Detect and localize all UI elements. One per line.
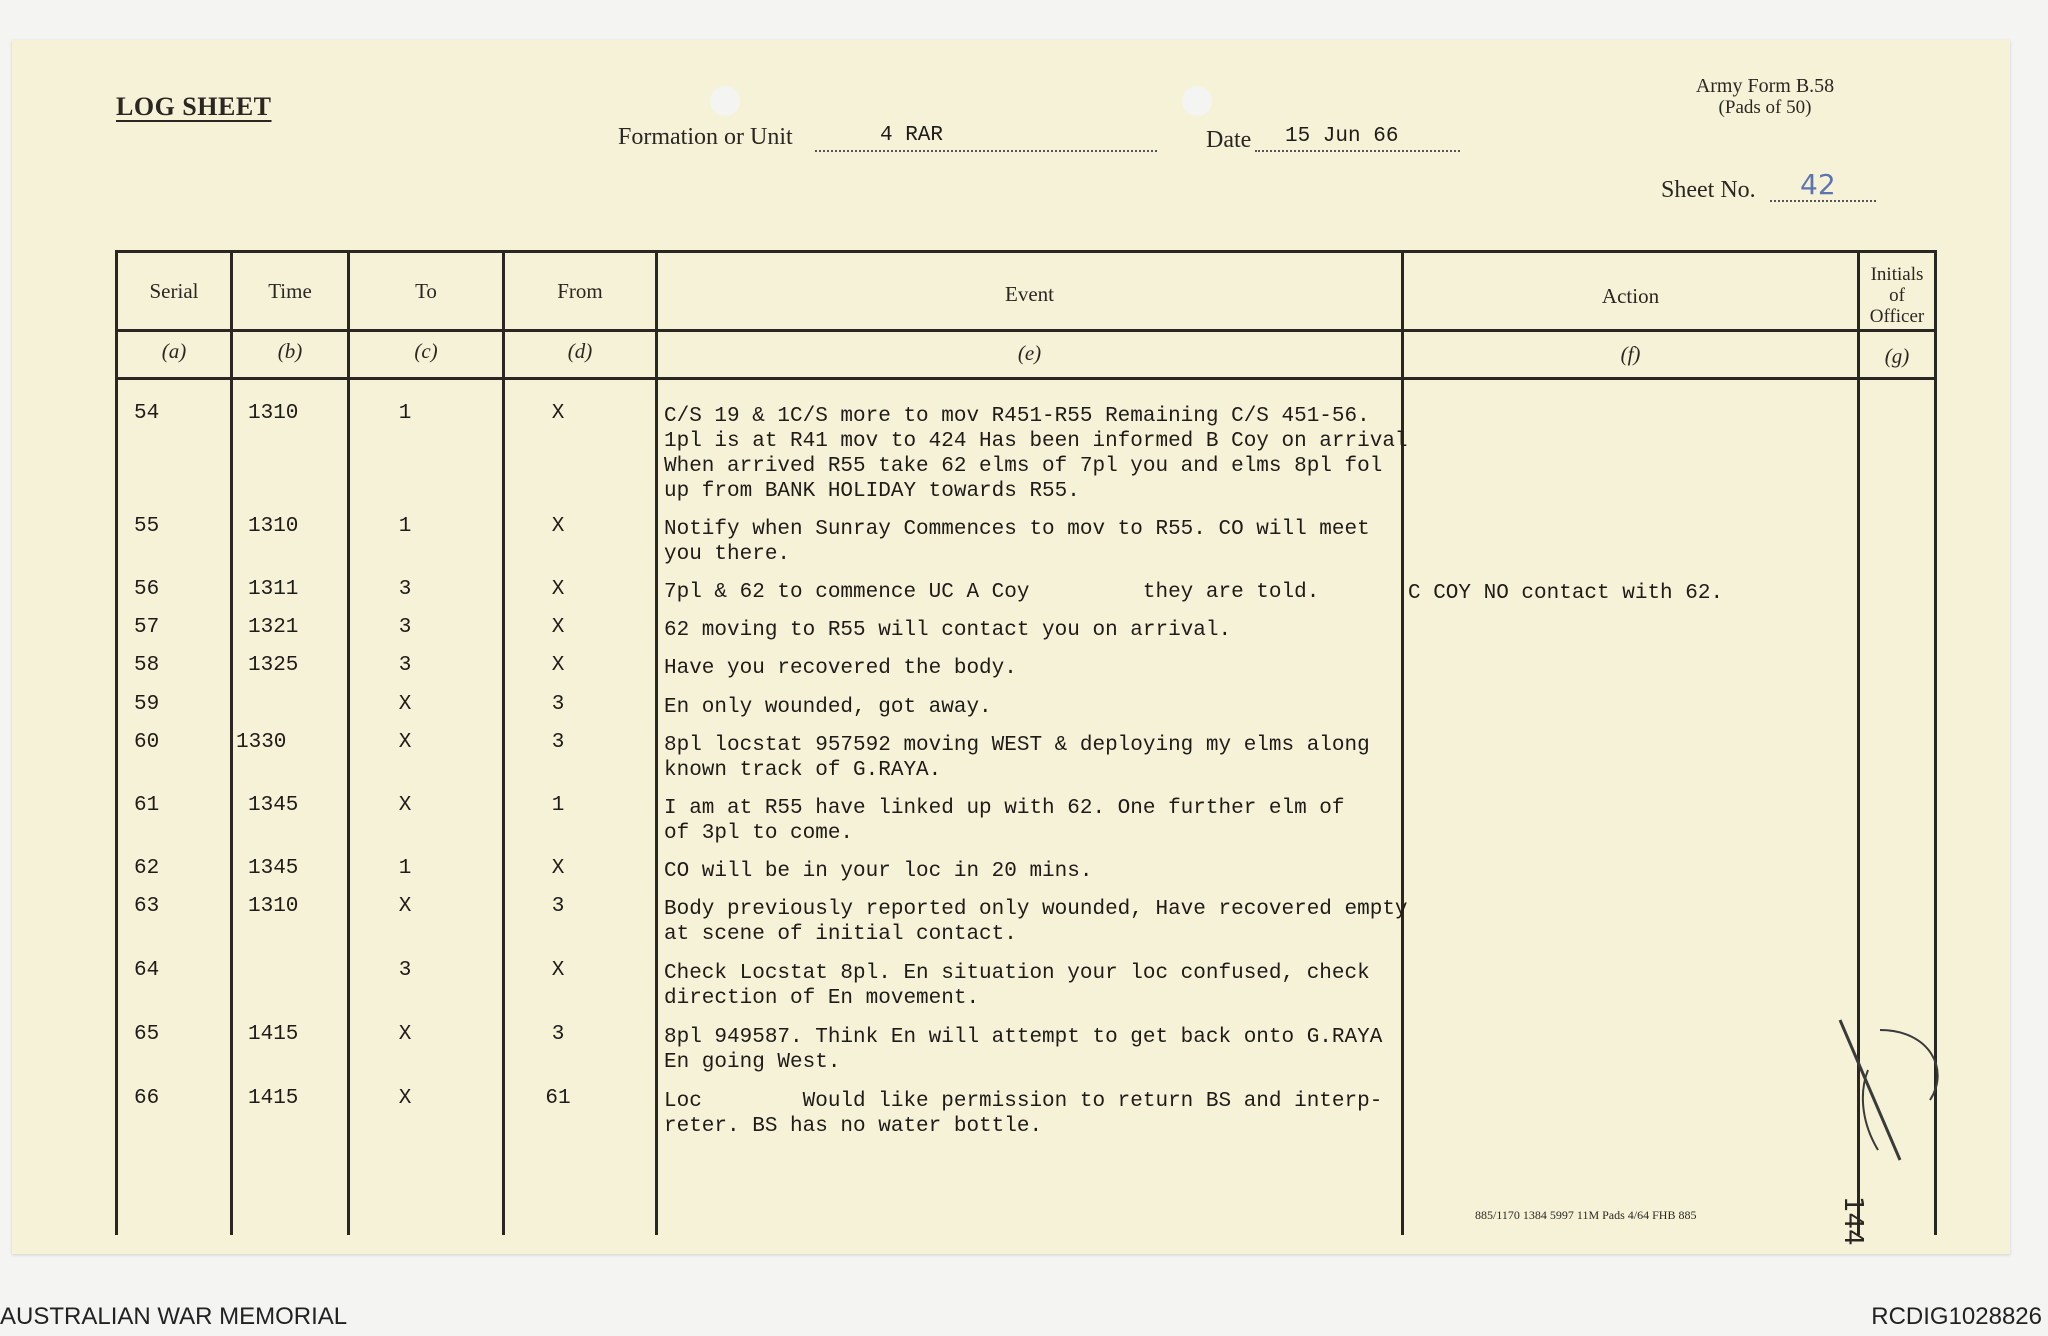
date-label: Date [1206,127,1252,153]
row-event: 7pl & 62 to commence UC A Coy they are told. [664,581,1320,604]
row-to: X [398,693,412,716]
row-event: 8pl locstat 957592 moving WEST & deploying my elms along known track of G.RAYA. [664,734,1370,782]
table-left-border [115,250,118,1235]
table-header-divider [115,329,1937,332]
row-serial: 56 [134,578,160,601]
row-time: 1415 [248,1087,299,1110]
key-from: (d) [567,339,593,363]
key-action: (f) [1620,342,1641,366]
date-dotted-line [1255,150,1460,152]
row-event: C/S 19 & 1C/S more to mov R451-R55 Remaining C/S 451-56. 1pl is at R41 mov to 424 Has been informed B Coy on arrival When arrived R55 take 62 elms of 7pl you and elms 8pl fol up from BANK HOLIDAY towards R55. [664,405,1408,503]
key-event: (e) [1017,341,1042,365]
row-to: X [398,1023,412,1046]
header-action: Action [1601,284,1660,308]
key-to: (c) [414,339,438,363]
formation-dotted-line [815,150,1157,152]
col-divider-from [655,250,658,1235]
row-serial: 63 [134,895,160,918]
row-time: 1321 [248,616,299,639]
handwritten-initials-number: 144 [1838,1196,1868,1246]
row-serial: 64 [134,959,160,982]
row-from: 1 [551,794,565,817]
col-divider-time [347,250,350,1235]
row-serial: 58 [134,654,160,677]
row-serial: 60 [134,731,160,754]
key-initials: (g) [1884,344,1910,368]
print-code: 885/1170 1384 5997 11M Pads 4/64 FHB 885 [1475,1208,1697,1222]
row-time: 1311 [248,578,299,601]
row-from: 3 [551,731,565,754]
row-serial: 65 [134,1023,160,1046]
row-from: X [551,654,565,677]
punch-hole-left [710,86,740,116]
row-event: I am at R55 have linked up with 62. One further elm of of 3pl to come. [664,797,1345,845]
col-divider-serial [230,250,233,1235]
army-form-pads: (Pads of 50) [1718,97,1812,118]
row-event: Notify when Sunray Commences to mov to R55. CO will meet you there. [664,518,1370,566]
row-to: X [398,794,412,817]
row-from: X [551,959,565,982]
row-event: CO will be in your loc in 20 mins. [664,860,1093,883]
row-from: X [551,402,565,425]
row-from: X [551,616,565,639]
row-event: Check Locstat 8pl. En situation your loc confused, check direction of En movement. [664,962,1370,1010]
row-time: 1310 [248,515,299,538]
row-to: 3 [398,616,412,639]
col-divider-to [502,250,505,1235]
row-time: 1330 [236,731,287,754]
date-value: 15 Jun 66 [1285,125,1399,148]
row-serial: 55 [134,515,160,538]
row-from: 3 [551,895,565,918]
row-serial: 59 [134,693,160,716]
footer-source: AUSTRALIAN WAR MEMORIAL [0,1303,348,1330]
row-time: 1415 [248,1023,299,1046]
header-time: Time [268,279,312,303]
row-to: 3 [398,959,412,982]
row-event: En only wounded, got away. [664,696,992,719]
header-initials [1860,264,1934,327]
row-event: Have you recovered the body. [664,657,1017,680]
row-serial: 61 [134,794,160,817]
formation-value: 4 RAR [880,124,944,147]
row-event: Loc Would like permission to return BS and interp- reter. BS has no water bottle. [664,1090,1383,1138]
log-sheet-title: LOG SHEET [116,92,272,121]
row-to: X [398,1087,412,1110]
header-initials-line2: of [1889,285,1905,306]
row-from: X [551,515,565,538]
row-time: 1310 [248,895,299,918]
footer-record-id: RCDIG1028826 [1871,1303,2042,1330]
header-serial: Serial [149,279,199,303]
row-to: 1 [398,402,412,425]
header-event: Event [1005,282,1054,306]
header-from: From [557,279,603,303]
row-time: 1310 [248,402,299,425]
row-time: 1345 [248,857,299,880]
key-time: (b) [277,339,303,363]
formation-label: Formation or Unit [618,124,793,150]
row-from: 3 [551,1023,565,1046]
row-event: Body previously reported only wounded, Have recovered empty at scene of initial contact. [664,898,1408,946]
row-serial: 66 [134,1087,160,1110]
row-from: X [551,578,565,601]
row-time: 1345 [248,794,299,817]
row-event: 8pl 949587. Think En will attempt to get back onto G.RAYA En going West. [664,1026,1383,1074]
header-initials-line1: Initials [1870,264,1924,285]
row-to: X [398,731,412,754]
row-from: 61 [545,1087,571,1110]
sheet-number-label: Sheet No. [1661,177,1756,203]
row-serial: 57 [134,616,160,639]
row-from: X [551,857,565,880]
row-event: 62 moving to R55 will contact you on arrival. [664,619,1232,642]
row-to: X [398,895,412,918]
key-serial: (a) [161,339,187,363]
row-to: 1 [398,857,412,880]
row-serial: 62 [134,857,160,880]
army-form-name: Army Form B.58 [1695,75,1835,97]
header-to: To [415,279,437,303]
row-from: 3 [551,693,565,716]
row-time: 1325 [248,654,299,677]
sheet-number-value: 42 [1800,168,1836,201]
table-subheader-divider [115,377,1937,380]
row-action: C COY NO contact with 62. [1408,582,1724,605]
header-initials-line3: Officer [1869,306,1925,327]
punch-hole-right [1182,86,1212,116]
table-top-border [115,250,1937,253]
row-to: 3 [398,654,412,677]
row-to: 3 [398,578,412,601]
row-to: 1 [398,515,412,538]
row-serial: 54 [134,402,160,425]
